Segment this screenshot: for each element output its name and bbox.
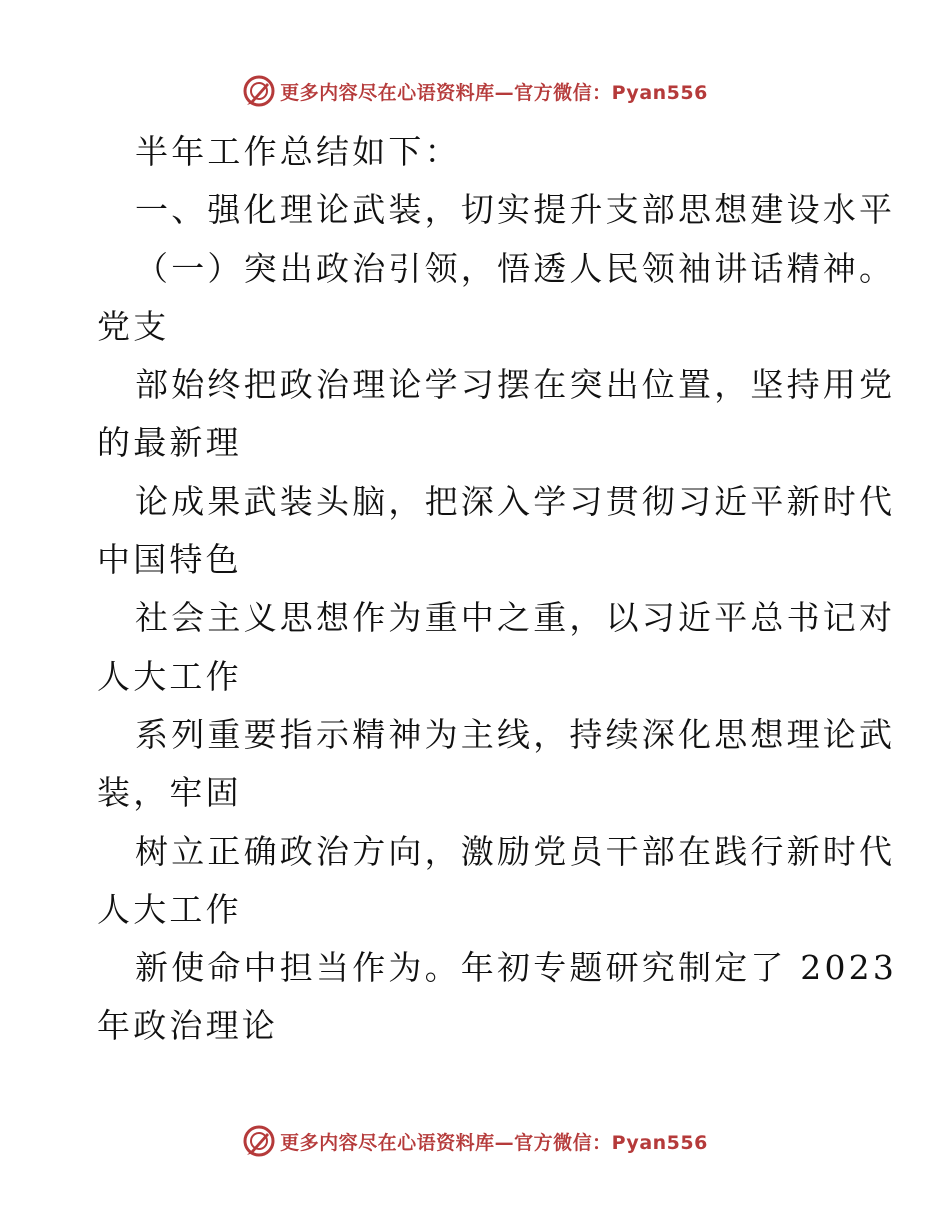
doc-line: 党支	[97, 306, 170, 346]
doc-line: 社会主义思想作为重中之重，以习近平总书记对	[135, 598, 896, 638]
footer-banner	[0, 1121, 950, 1161]
doc-line: （一）突出政治引领，悟透人民领袖讲话精神。	[135, 248, 896, 288]
header-banner	[0, 71, 950, 111]
doc-line: 人大工作	[97, 889, 242, 929]
doc-line: 论成果武装头脑，把深入学习贯彻习近平新时代	[135, 481, 896, 521]
quill-pen-logo-icon	[242, 74, 276, 108]
doc-line: 中国特色	[97, 540, 242, 580]
document-body	[97, 123, 898, 1056]
header-banner-text: 更多内容尽在心语资料库—官方微信：Pyan556	[280, 81, 708, 104]
doc-line: 年政治理论	[97, 1006, 278, 1046]
doc-line: 部始终把政治理论学习摆在突出位置，坚持用党	[135, 365, 896, 405]
doc-line: 的最新理	[97, 423, 242, 463]
doc-line: 装，牢固	[97, 773, 242, 813]
footer-banner-text: 更多内容尽在心语资料库—官方微信：Pyan556	[280, 1131, 708, 1154]
doc-line: 树立正确政治方向，激励党员干部在践行新时代	[135, 831, 896, 871]
doc-line: 新使命中担当作为。年初专题研究制定了 2023	[135, 948, 898, 988]
doc-line: 人大工作	[97, 656, 242, 696]
doc-line: 一、强化理论武装，切实提升支部思想建设水平	[135, 190, 896, 230]
doc-line: 半年工作总结如下：	[135, 132, 461, 171]
doc-line: 系列重要指示精神为主线，持续深化思想理论武	[135, 714, 896, 754]
quill-pen-logo-icon	[242, 1124, 276, 1158]
